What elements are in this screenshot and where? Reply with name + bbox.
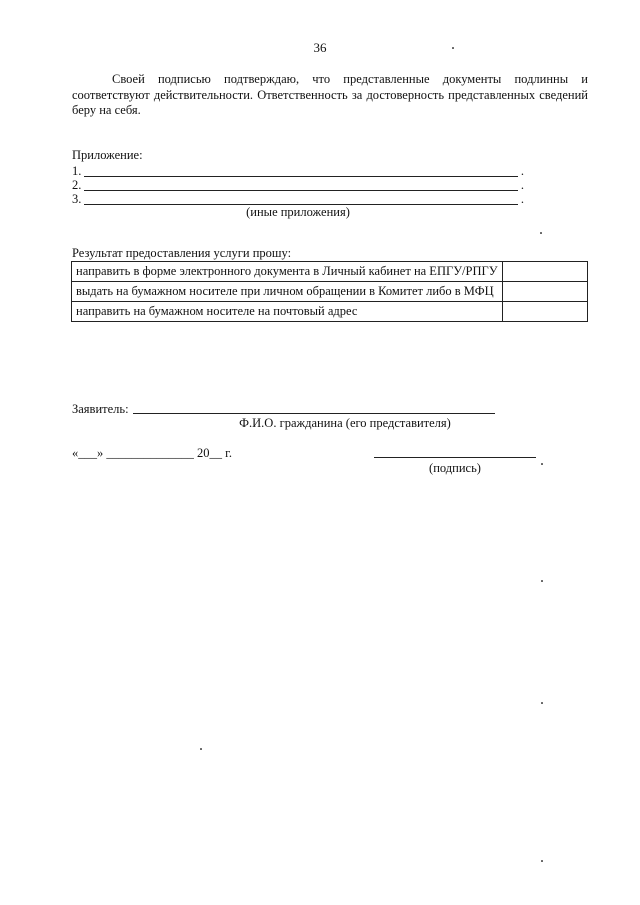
applicant-label: Заявитель:	[72, 402, 129, 416]
blank-line	[84, 190, 518, 191]
date-month-blank: ______________	[106, 446, 194, 460]
attachment-line-2[interactable]	[72, 178, 524, 193]
attachment-number: 2.	[72, 178, 82, 192]
scan-speck	[541, 580, 543, 582]
date-field[interactable]	[72, 446, 232, 461]
scan-speck	[541, 860, 543, 862]
blank-line	[84, 176, 518, 177]
option-row	[72, 262, 588, 282]
date-year-suffix: г.	[222, 446, 232, 460]
scan-speck	[541, 463, 543, 465]
option-row	[72, 302, 588, 322]
signature-caption: (подпись)	[429, 461, 481, 475]
option-label: направить на бумажном носителе на почтовый адрес	[72, 302, 503, 322]
option-mark-cell[interactable]	[503, 262, 588, 282]
option-row	[72, 282, 588, 302]
applicant-caption: Ф.И.О. гражданина (его представителя)	[239, 416, 451, 430]
attachments-title: Приложение:	[72, 148, 143, 162]
attachment-end: .	[520, 178, 524, 192]
scan-speck	[540, 232, 542, 234]
option-label: выдать на бумажном носителе при личном обращении в Комитет либо в МФЦ	[72, 282, 503, 302]
attachment-end: .	[520, 192, 524, 206]
option-mark-cell[interactable]	[503, 282, 588, 302]
date-year-prefix: 20	[197, 446, 210, 460]
page-number: 36	[313, 40, 327, 55]
date-year-blank: __	[209, 446, 222, 460]
attachments-caption: (иные приложения)	[246, 205, 350, 219]
signature-line[interactable]	[374, 457, 536, 458]
result-title: Результат предоставления услуги прошу:	[72, 246, 292, 260]
scan-speck	[541, 702, 543, 704]
date-open-quote: «	[72, 446, 79, 460]
attachment-number: 3.	[72, 192, 82, 206]
scan-speck	[200, 748, 202, 750]
scan-speck	[452, 47, 454, 49]
option-label: направить в форме электронного документа в Личный кабинет на ЕПГУ/РПГУ	[72, 262, 503, 282]
date-close-quote: »	[97, 446, 104, 460]
attachment-end: .	[520, 164, 524, 178]
applicant-name-line[interactable]	[133, 413, 495, 414]
result-options-table	[71, 261, 588, 322]
date-day-blank: ___	[78, 446, 97, 460]
attachment-number: 1.	[72, 164, 82, 178]
confirmation-paragraph: Своей подписью подтверждаю, что представленные документы подлинны и соответствуют действительности. Ответственность за достоверность представленных сведений беру на себя.	[72, 72, 588, 117]
attachment-line-1[interactable]	[72, 164, 524, 179]
option-mark-cell[interactable]	[503, 302, 588, 322]
